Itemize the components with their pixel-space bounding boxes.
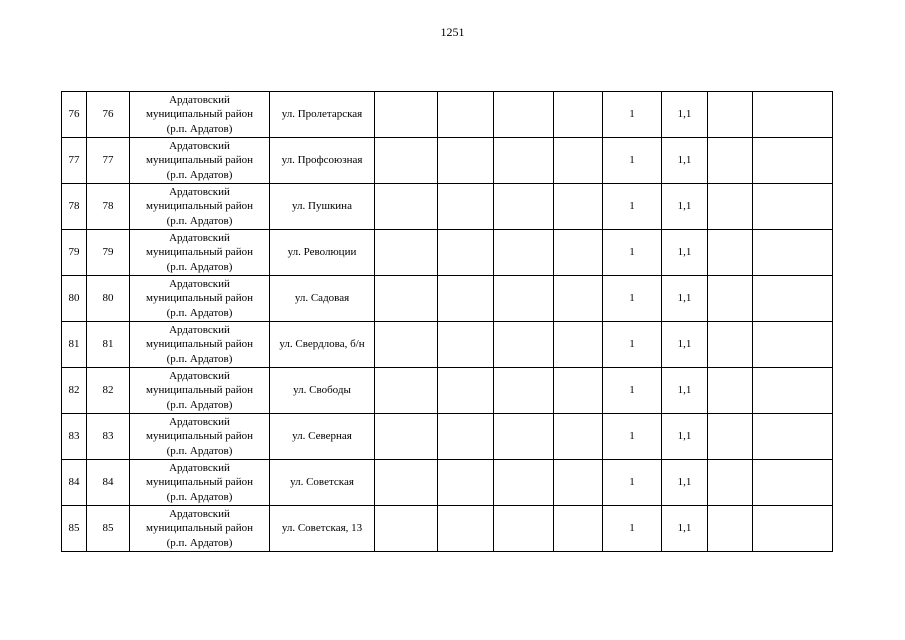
row-number-cell: 81 xyxy=(62,322,87,368)
district-cell xyxy=(130,92,270,138)
empty-cell-2 xyxy=(438,460,494,506)
empty-cell-3 xyxy=(494,322,554,368)
district-cell xyxy=(130,230,270,276)
district-cell xyxy=(130,414,270,460)
district-type: муниципальный район xyxy=(146,292,253,305)
item-number-cell: 76 xyxy=(87,92,130,138)
item-number-cell: 80 xyxy=(87,276,130,322)
district-name: Ардатовский xyxy=(169,139,230,152)
empty-cell-5 xyxy=(708,230,753,276)
empty-cell-3 xyxy=(494,414,554,460)
empty-cell-2 xyxy=(438,322,494,368)
table-row xyxy=(62,460,833,506)
district-cell xyxy=(130,276,270,322)
count-cell: 1 xyxy=(603,184,662,230)
district-name: Ардатовский xyxy=(169,277,230,290)
count-cell: 1 xyxy=(603,230,662,276)
empty-cell-2 xyxy=(438,184,494,230)
empty-cell-4 xyxy=(554,414,603,460)
district-cell xyxy=(130,322,270,368)
empty-cell-5 xyxy=(708,368,753,414)
district-settlement: (р.п. Ардатов) xyxy=(166,444,233,457)
empty-cell-6 xyxy=(753,92,833,138)
value-cell: 1,1 xyxy=(662,230,708,276)
district-settlement: (р.п. Ардатов) xyxy=(166,168,233,181)
street-cell: ул. Пролетарская xyxy=(270,92,375,138)
empty-cell-4 xyxy=(554,138,603,184)
district-cell xyxy=(130,138,270,184)
empty-cell-2 xyxy=(438,414,494,460)
value-cell: 1,1 xyxy=(662,506,708,552)
district-type: муниципальный район xyxy=(146,246,253,259)
district-settlement: (р.п. Ардатов) xyxy=(166,352,233,365)
row-number-cell: 82 xyxy=(62,368,87,414)
empty-cell-3 xyxy=(494,276,554,322)
count-cell: 1 xyxy=(603,92,662,138)
district-settlement: (р.п. Ардатов) xyxy=(166,260,233,273)
empty-cell-5 xyxy=(708,138,753,184)
district-settlement: (р.п. Ардатов) xyxy=(166,398,233,411)
empty-cell-4 xyxy=(554,184,603,230)
table-row xyxy=(62,506,833,552)
table-row xyxy=(62,184,833,230)
item-number-cell: 82 xyxy=(87,368,130,414)
table-row xyxy=(62,368,833,414)
empty-cell-6 xyxy=(753,184,833,230)
empty-cell-1 xyxy=(375,460,438,506)
row-number-cell: 80 xyxy=(62,276,87,322)
empty-cell-4 xyxy=(554,230,603,276)
empty-cell-4 xyxy=(554,368,603,414)
district-settlement: (р.п. Ардатов) xyxy=(166,536,233,549)
empty-cell-2 xyxy=(438,92,494,138)
value-cell: 1,1 xyxy=(662,92,708,138)
street-cell: ул. Свободы xyxy=(270,368,375,414)
district-cell xyxy=(130,184,270,230)
district-type: муниципальный район xyxy=(146,522,253,535)
row-number-cell: 85 xyxy=(62,506,87,552)
empty-cell-3 xyxy=(494,138,554,184)
empty-cell-2 xyxy=(438,276,494,322)
table-row xyxy=(62,322,833,368)
district-type: муниципальный район xyxy=(146,430,253,443)
district-name: Ардатовский xyxy=(169,93,230,106)
empty-cell-2 xyxy=(438,506,494,552)
table-body xyxy=(62,92,833,552)
row-number-cell: 84 xyxy=(62,460,87,506)
street-cell: ул. Советская xyxy=(270,460,375,506)
empty-cell-3 xyxy=(494,92,554,138)
count-cell: 1 xyxy=(603,322,662,368)
row-number-cell: 79 xyxy=(62,230,87,276)
empty-cell-2 xyxy=(438,230,494,276)
empty-cell-5 xyxy=(708,276,753,322)
table-row xyxy=(62,92,833,138)
count-cell: 1 xyxy=(603,276,662,322)
count-cell: 1 xyxy=(603,460,662,506)
empty-cell-5 xyxy=(708,506,753,552)
empty-cell-1 xyxy=(375,230,438,276)
district-name: Ардатовский xyxy=(169,369,230,382)
empty-cell-3 xyxy=(494,184,554,230)
empty-cell-6 xyxy=(753,414,833,460)
item-number-cell: 84 xyxy=(87,460,130,506)
empty-cell-4 xyxy=(554,92,603,138)
row-number-cell: 77 xyxy=(62,138,87,184)
district-type: муниципальный район xyxy=(146,108,253,121)
value-cell: 1,1 xyxy=(662,460,708,506)
empty-cell-4 xyxy=(554,276,603,322)
item-number-cell: 83 xyxy=(87,414,130,460)
district-type: муниципальный район xyxy=(146,154,253,167)
empty-cell-1 xyxy=(375,322,438,368)
district-settlement: (р.п. Ардатов) xyxy=(166,306,233,319)
empty-cell-6 xyxy=(753,460,833,506)
empty-cell-5 xyxy=(708,92,753,138)
district-type: муниципальный район xyxy=(146,338,253,351)
table-row xyxy=(62,138,833,184)
empty-cell-4 xyxy=(554,322,603,368)
district-name: Ардатовский xyxy=(169,323,230,336)
value-cell: 1,1 xyxy=(662,184,708,230)
empty-cell-1 xyxy=(375,138,438,184)
empty-cell-2 xyxy=(438,138,494,184)
district-cell xyxy=(130,506,270,552)
street-cell: ул. Профсоюзная xyxy=(270,138,375,184)
item-number-cell: 78 xyxy=(87,184,130,230)
table-row xyxy=(62,414,833,460)
empty-cell-6 xyxy=(753,368,833,414)
district-settlement: (р.п. Ардатов) xyxy=(166,122,233,135)
empty-cell-3 xyxy=(494,506,554,552)
empty-cell-1 xyxy=(375,276,438,322)
district-cell xyxy=(130,368,270,414)
district-name: Ардатовский xyxy=(169,507,230,520)
item-number-cell: 79 xyxy=(87,230,130,276)
empty-cell-3 xyxy=(494,230,554,276)
data-table xyxy=(61,91,833,552)
empty-cell-3 xyxy=(494,460,554,506)
street-cell: ул. Садовая xyxy=(270,276,375,322)
district-name: Ардатовский xyxy=(169,415,230,428)
table-row xyxy=(62,230,833,276)
count-cell: 1 xyxy=(603,506,662,552)
district-type: муниципальный район xyxy=(146,476,253,489)
empty-cell-5 xyxy=(708,322,753,368)
empty-cell-6 xyxy=(753,276,833,322)
district-cell xyxy=(130,460,270,506)
empty-cell-1 xyxy=(375,506,438,552)
empty-cell-5 xyxy=(708,460,753,506)
empty-cell-2 xyxy=(438,368,494,414)
empty-cell-6 xyxy=(753,138,833,184)
district-settlement: (р.п. Ардатов) xyxy=(166,214,233,227)
row-number-cell: 76 xyxy=(62,92,87,138)
street-cell: ул. Советская, 13 xyxy=(270,506,375,552)
empty-cell-4 xyxy=(554,460,603,506)
street-cell: ул. Пушкина xyxy=(270,184,375,230)
empty-cell-1 xyxy=(375,368,438,414)
street-cell: ул. Северная xyxy=(270,414,375,460)
empty-cell-5 xyxy=(708,414,753,460)
empty-cell-1 xyxy=(375,184,438,230)
item-number-cell: 77 xyxy=(87,138,130,184)
page-number: 1251 xyxy=(440,25,465,39)
empty-cell-4 xyxy=(554,506,603,552)
district-settlement: (р.п. Ардатов) xyxy=(166,490,233,503)
district-name: Ардатовский xyxy=(169,461,230,474)
empty-cell-6 xyxy=(753,322,833,368)
count-cell: 1 xyxy=(603,138,662,184)
value-cell: 1,1 xyxy=(662,138,708,184)
count-cell: 1 xyxy=(603,368,662,414)
empty-cell-5 xyxy=(708,184,753,230)
value-cell: 1,1 xyxy=(662,414,708,460)
empty-cell-1 xyxy=(375,92,438,138)
value-cell: 1,1 xyxy=(662,368,708,414)
street-cell: ул. Свердлова, б/н xyxy=(270,322,375,368)
value-cell: 1,1 xyxy=(662,322,708,368)
empty-cell-6 xyxy=(753,506,833,552)
district-type: муниципальный район xyxy=(146,384,253,397)
district-type: муниципальный район xyxy=(146,200,253,213)
count-cell: 1 xyxy=(603,414,662,460)
row-number-cell: 78 xyxy=(62,184,87,230)
row-number-cell: 83 xyxy=(62,414,87,460)
empty-cell-1 xyxy=(375,414,438,460)
district-name: Ардатовский xyxy=(169,231,230,244)
value-cell: 1,1 xyxy=(662,276,708,322)
table-row xyxy=(62,276,833,322)
empty-cell-6 xyxy=(753,230,833,276)
district-name: Ардатовский xyxy=(169,185,230,198)
item-number-cell: 85 xyxy=(87,506,130,552)
item-number-cell: 81 xyxy=(87,322,130,368)
street-cell: ул. Революции xyxy=(270,230,375,276)
empty-cell-3 xyxy=(494,368,554,414)
